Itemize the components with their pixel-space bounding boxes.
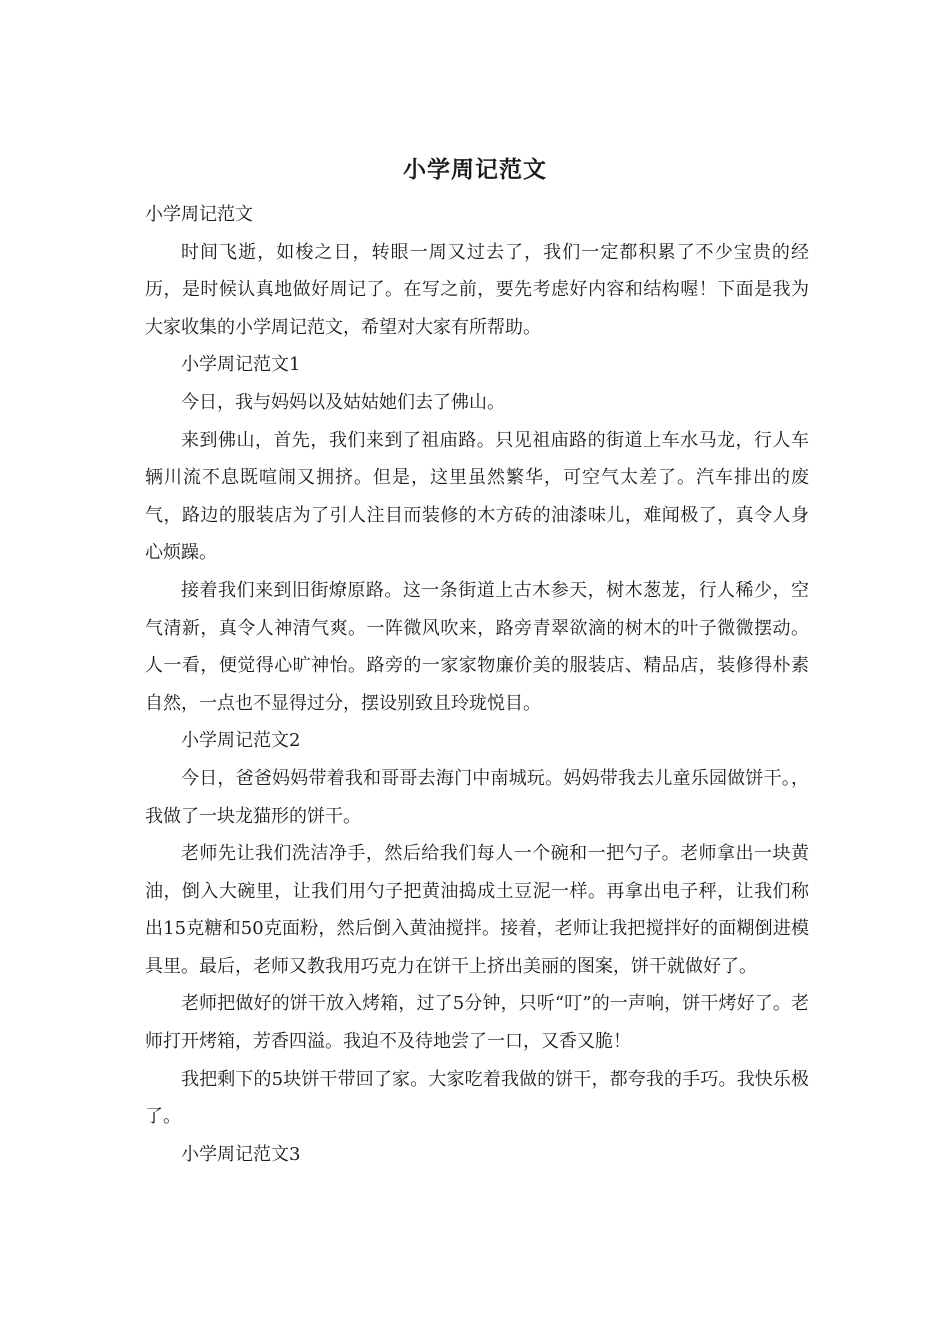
paragraph: 老师把做好的饼干放入烤箱，过了5分钟，只听“叮”的一声响，饼干烤好了。老师打开烤箱，芳香四溢。我迫不及待地尝了一口，又香又脆！: [145, 993, 809, 1053]
section-heading-1: 小学周记范文1: [181, 354, 301, 376]
paragraph: 今日，爸爸妈妈带着我和哥哥去海门中南城玩。妈妈带我去儿童乐园做饼干。，我做了一块龙猫形的饼干。: [145, 767, 809, 827]
subtitle-line: 小学周记范文: [145, 204, 253, 225]
section-heading-3: 小学周记范文3: [181, 1143, 301, 1165]
paragraph: 接着我们来到旧街燎原路。这一条街道上古木参天，树木葱茏，行人稀少，空气清新，真令人神清气爽。一阵微风吹来，路旁青翠欲滴的树木的叶子微微摆动。人一看，便觉得心旷神怡。路旁的一家家物廉价美的服装店、精品店，装修得朴素自然，一点也不显得过分，摆设别致且玲珑悦目。: [145, 579, 809, 714]
paragraph: 来到佛山，首先，我们来到了祖庙路。只见祖庙路的街道上车水马龙，行人车辆川流不息既喧闹又拥挤。但是，这里虽然繁华，可空气太差了。汽车排出的废气，路边的服装店为了引人注目而装修的木方砖的油漆味儿，难闻极了，真令人身心烦躁。: [145, 429, 809, 564]
paragraph: 老师先让我们洗洁净手，然后给我们每人一个碗和一把勺子。老师拿出一块黄油，倒入大碗里，让我们用勺子把黄油捣成土豆泥一样。再拿出电子秤，让我们称出15克糖和50克面粉，然后倒入黄油搅拌。接着，老师让我把搅拌好的面糊倒进模具里。最后，老师又教我用巧克力在饼干上挤出美丽的图案，饼干就做好了。: [145, 843, 809, 977]
intro-paragraph: 时间飞逝，如梭之日，转眼一周又过去了，我们一定都积累了不少宝贵的经历，是时候认真地做好周记了。在写之前，要先考虑好内容和结构喔！下面是我为大家收集的小学周记范文，希望对大家有所帮助。: [145, 241, 809, 338]
document-body: [145, 196, 809, 1173]
paragraph: 我把剩下的5块饼干带回了家。大家吃着我做的饼干，都夸我的手巧。我快乐极了。: [145, 1068, 809, 1128]
section-heading-2: 小学周记范文2: [181, 730, 301, 752]
paragraph: 今日，我与妈妈以及姑姑她们去了佛山。: [181, 391, 505, 413]
document-title: 小学周记范文: [403, 156, 547, 183]
